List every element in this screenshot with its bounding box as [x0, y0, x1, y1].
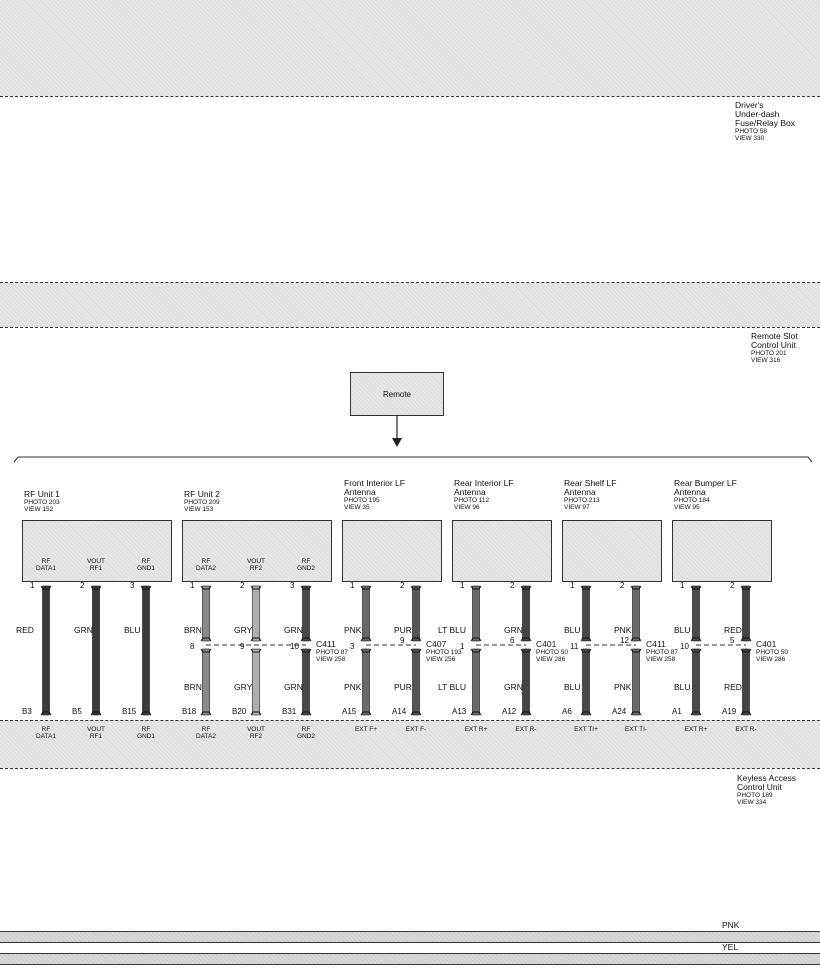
wire-pin-name: [76, 558, 116, 572]
remote-slot-name-2: Control Unit: [751, 340, 796, 350]
wire-bottom-name: [126, 726, 166, 740]
keyless-bracket-line: [14, 457, 812, 462]
wire-bottom-name: [76, 726, 116, 740]
wire-pin-name-text: RF: [141, 558, 151, 565]
wire-bottom-name-text: RF: [301, 726, 311, 733]
wire-bottom-pin: A13: [452, 707, 467, 716]
wire-color-top: GRN: [74, 625, 93, 635]
wire-bottom-name-text: EXT R-: [515, 726, 537, 733]
wire-bottom-pin: B5: [72, 707, 82, 716]
wire-segment: [633, 649, 640, 715]
fuse-box-name-3: Fuse/Relay Box: [735, 118, 795, 128]
component-label: [344, 479, 405, 511]
wire-segment: [253, 586, 260, 641]
wire-color-top: BLU: [124, 625, 141, 635]
component-photo: PHOTO 195: [344, 497, 380, 504]
wire-color-bottom: GRN: [284, 682, 303, 692]
wire-color-top: BRN: [184, 625, 202, 635]
connector-photo: PHOTO 193: [426, 649, 462, 656]
component-view: VIEW 95: [674, 504, 700, 511]
wire-segment: [633, 586, 640, 641]
wire-bottom-name-text: DATA2: [196, 733, 216, 740]
wire-segment: [523, 649, 530, 715]
yel-wire-label: YEL: [722, 942, 739, 952]
connector-pin: 5: [730, 636, 735, 645]
keyless-name-2: Control Unit: [737, 782, 782, 792]
wire-bottom-name: [26, 726, 66, 740]
wire-pin-name-text: RF: [41, 558, 51, 565]
wire-color-top: PNK: [344, 625, 362, 635]
connector-pin: 9: [400, 636, 405, 645]
wire-pin-name-text: DATA1: [36, 565, 56, 572]
connector-view: VIEW 258: [646, 656, 676, 663]
connector-label: [536, 640, 568, 663]
connector-label: [646, 640, 678, 663]
component-title-1: Front Interior LF: [344, 478, 405, 488]
wire-pin-name: [286, 558, 326, 572]
wire-color-bottom: BRN: [184, 682, 202, 692]
wire-pin-name-text: GND2: [296, 565, 316, 572]
wire-segment: [473, 649, 480, 715]
wire-color-bottom: PNK: [614, 682, 632, 692]
wire-segment: [473, 586, 480, 641]
wire-top-pin: 1: [350, 581, 355, 590]
wire-bottom-name-text: RF: [201, 726, 211, 733]
connector-photo: PHOTO 87: [646, 649, 679, 656]
component-view: VIEW 35: [344, 504, 370, 511]
wire-bottom-pin: B20: [232, 707, 247, 716]
wire-segment: [363, 649, 370, 715]
connector-name: C407: [426, 639, 447, 649]
keyless-view: VIEW 334: [737, 799, 767, 806]
wire-bottom-name-text: RF: [41, 726, 51, 733]
component-title-2: Antenna: [564, 487, 596, 497]
wire-bottom-name-text: VOUT: [86, 726, 106, 733]
connector-pin: 12: [620, 636, 629, 645]
wire-top-pin: 1: [570, 581, 575, 590]
connector-pin: 9: [240, 642, 245, 651]
connector-label: [426, 639, 465, 663]
wire-pin-name: [126, 558, 166, 572]
connector-photo: PHOTO 50: [536, 649, 569, 656]
wire-bottom-name-text: RF: [141, 726, 151, 733]
wire-segment: [413, 586, 420, 641]
keyless-photo: PHOTO 189: [737, 792, 773, 799]
component-box: [562, 520, 662, 582]
component-photo: PHOTO 184: [674, 497, 710, 504]
wire-segment: [43, 586, 50, 715]
wire-top-pin: 1: [460, 581, 465, 590]
wire-top-pin: 2: [400, 581, 405, 590]
component-photo: PHOTO 112: [454, 497, 490, 504]
wire-segment: [523, 586, 530, 641]
wire-bottom-name: [566, 726, 606, 733]
wire-top-pin: 2: [80, 581, 85, 590]
wire-bottom-name-text: GND1: [136, 733, 156, 740]
wire-color-bottom: LT BLU: [438, 682, 467, 692]
wire-top-pin: 3: [290, 581, 295, 590]
wire-color-bottom: BLU: [674, 682, 691, 692]
component-view: VIEW 153: [184, 506, 214, 513]
component-title: RF Unit 1: [24, 489, 60, 499]
wire-bottom-name: [456, 726, 496, 733]
component-label: [454, 479, 514, 511]
wire-segment: [303, 586, 310, 641]
wire-segment: [583, 586, 590, 641]
wire-top-pin: 1: [680, 581, 685, 590]
wire-bottom-name: [346, 726, 386, 733]
connector-pin: 10: [680, 642, 689, 651]
wire-bottom-name-text: DATA1: [36, 733, 56, 740]
wire-pin-name-text: DATA2: [196, 565, 216, 572]
wire-pin-name-text: RF: [201, 558, 211, 565]
wire-pin-name: [186, 558, 226, 572]
wire-color-top: BLU: [564, 625, 581, 635]
component-box: [672, 520, 772, 582]
wire-bottom-pin: A6: [562, 707, 572, 716]
wire-pin-name-text: RF1: [89, 565, 103, 572]
wire-bottom-name-text: EXT R+: [684, 726, 708, 733]
wire-bottom-name-text: EXT R-: [735, 726, 757, 733]
component-box: [452, 520, 552, 582]
wire-top-pin: 3: [130, 581, 135, 590]
wire-bottom-pin: A19: [722, 707, 737, 716]
component-title-1: Rear Bumper LF: [674, 478, 737, 488]
connector-name: C401: [756, 639, 777, 649]
wire-segment: [693, 649, 700, 715]
fuse-box-name-2: Under-dash: [735, 109, 780, 119]
component-label: [564, 479, 616, 511]
wire-color-top: GRN: [284, 625, 303, 635]
wire-color-bottom: PUR: [394, 682, 412, 692]
wire-bottom-name-text: EXT F+: [354, 726, 378, 733]
wire-segment: [253, 649, 260, 715]
wire-top-pin: 1: [190, 581, 195, 590]
component-view: VIEW 96: [454, 504, 480, 511]
connector-view: VIEW 256: [426, 656, 456, 663]
connector-label: [756, 640, 788, 663]
wire-segment: [93, 586, 100, 715]
wire-bottom-name: [676, 726, 716, 733]
wire-top-pin: 2: [510, 581, 515, 590]
keyless-name-1: Keyless Access: [737, 773, 797, 783]
component-view: VIEW 97: [564, 504, 590, 511]
wire-color-bottom: GRY: [234, 682, 253, 692]
component-title-2: Antenna: [674, 487, 706, 497]
wire-top-pin: 2: [730, 581, 735, 590]
connector-view: VIEW 286: [756, 656, 786, 663]
component-view: VIEW 152: [24, 506, 54, 513]
connector-pin: 6: [510, 636, 515, 645]
component-title: RF Unit 2: [184, 489, 220, 499]
wire-pin-name: [26, 558, 66, 572]
wire-top-pin: 2: [620, 581, 625, 590]
wire-bottom-pin: B3: [22, 707, 32, 716]
wire-pin-name-text: VOUT: [246, 558, 266, 565]
connector-label: [316, 640, 348, 663]
wire-segment: [693, 586, 700, 641]
connector-photo: PHOTO 50: [756, 649, 789, 656]
connector-view: VIEW 258: [316, 656, 346, 663]
connector-view: VIEW 286: [536, 656, 566, 663]
wire-bottom-name-text: GND2: [296, 733, 316, 740]
component-label: [674, 479, 737, 511]
wire-bottom-name: [726, 726, 766, 733]
connector-pin: 8: [190, 642, 195, 651]
wire-segment: [143, 586, 150, 715]
wire-color-top: PUR: [394, 625, 412, 635]
wire-segment: [743, 586, 750, 641]
wire-bottom-pin: A15: [342, 707, 357, 716]
wire-bottom-name-text: EXT TI+: [574, 726, 598, 733]
wire-color-bottom: BLU: [564, 682, 581, 692]
connector-photo: PHOTO 87: [316, 649, 349, 656]
wire-bottom-name: [286, 726, 326, 740]
connector-pin: 3: [350, 642, 355, 651]
connector-name: C411: [316, 639, 336, 649]
connector-pin: 1: [460, 642, 465, 651]
fuse-box-name-1: Driver's: [735, 100, 764, 110]
wire-bottom-name-text: RF1: [89, 733, 103, 740]
wire-color-top: RED: [724, 625, 742, 635]
component-box: [22, 520, 172, 582]
wire-bottom-name: [506, 726, 546, 733]
wire-color-top: BLU: [674, 625, 691, 635]
wire-color-top: RED: [16, 625, 34, 635]
wire-pin-name-text: RF2: [249, 565, 263, 572]
wire-bottom-name: [186, 726, 226, 740]
component-title-2: Antenna: [454, 487, 486, 497]
wire-color-top: GRY: [234, 625, 253, 635]
connector-name: C411: [646, 639, 666, 649]
remote-slot-name-1: Remote Slot: [751, 331, 798, 341]
wire-bottom-name: [616, 726, 656, 733]
wire-top-pin: 2: [240, 581, 245, 590]
wire-bottom-name-text: EXT R+: [464, 726, 488, 733]
wire-bottom-name: [236, 726, 276, 740]
wire-color-top: PNK: [614, 625, 632, 635]
fuse-box-view: VIEW 330: [735, 135, 765, 142]
wire-segment: [583, 649, 590, 715]
component-photo: PHOTO 203: [24, 499, 60, 506]
wire-bottom-pin: A12: [502, 707, 517, 716]
remote-slot-photo: PHOTO 201: [751, 350, 787, 357]
wire-pin-name-text: RF: [301, 558, 311, 565]
remote-slot-view: VIEW 316: [751, 357, 781, 364]
fuse-box-photo: PHOTO 58: [735, 128, 768, 135]
wire-bottom-name: [396, 726, 436, 733]
wire-bottom-pin: B15: [122, 707, 137, 716]
remote-label: Remote: [382, 389, 411, 399]
wire-segment: [203, 586, 210, 641]
wire-bottom-pin: B18: [182, 707, 197, 716]
wire-segment: [743, 649, 750, 715]
wire-segment: [363, 586, 370, 641]
remote-arrow-head: [392, 438, 402, 447]
wire-bottom-name-text: VOUT: [246, 726, 266, 733]
wire-color-top: GRN: [504, 625, 523, 635]
wire-color-top: LT BLU: [438, 625, 467, 635]
wire-bottom-pin: B31: [282, 707, 297, 716]
wire-segment: [413, 649, 420, 715]
wire-color-bottom: PNK: [344, 682, 362, 692]
wire-pin-name-text: GND1: [136, 565, 156, 572]
component-title-1: Rear Shelf LF: [564, 478, 617, 488]
wire-color-bottom: GRN: [504, 682, 523, 692]
wire-segment: [203, 649, 210, 715]
wire-bottom-name-text: EXT F-: [405, 726, 427, 733]
component-title-1: Rear Interior LF: [454, 478, 514, 488]
component-title-2: Antenna: [344, 487, 376, 497]
component-label: [184, 490, 220, 513]
wire-bottom-name-text: RF2: [249, 733, 263, 740]
wire-bottom-pin: A24: [612, 707, 627, 716]
component-photo: PHOTO 213: [564, 497, 600, 504]
component-box: [182, 520, 332, 582]
wire-bottom-pin: A1: [672, 707, 682, 716]
wire-top-pin: 1: [30, 581, 35, 590]
connector-pin: 11: [570, 642, 579, 651]
wire-bottom-pin: A14: [392, 707, 407, 716]
wire-segment: [303, 649, 310, 715]
component-box: [342, 520, 442, 582]
wire-pin-name: [236, 558, 276, 572]
wire-bottom-name-text: EXT TI-: [624, 726, 648, 733]
wire-pin-name-text: VOUT: [86, 558, 106, 565]
component-photo: PHOTO 209: [184, 499, 220, 506]
component-label: [24, 490, 60, 513]
connector-name: C401: [536, 639, 557, 649]
connector-pin: 10: [290, 642, 299, 651]
pnk-wire-label: PNK: [722, 920, 740, 930]
wire-color-bottom: RED: [724, 682, 742, 692]
